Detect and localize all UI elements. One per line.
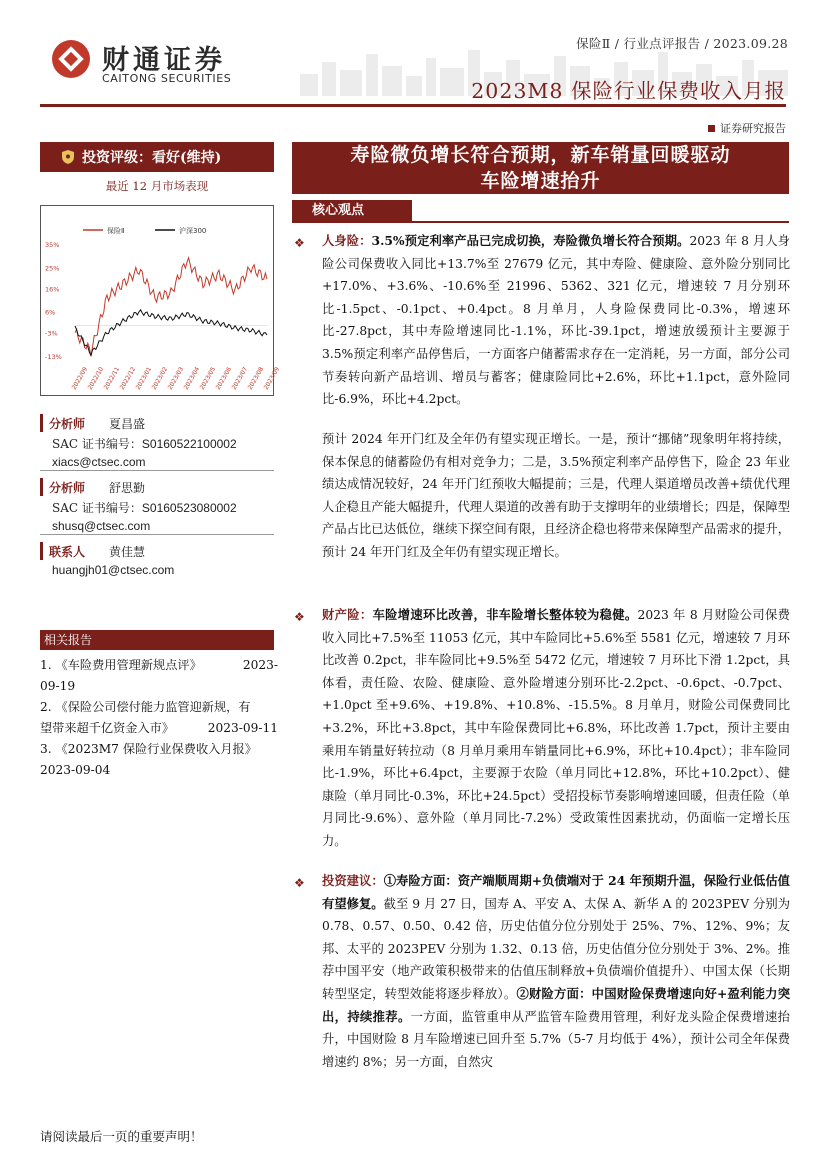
section-body-2: 一方面，监管重申从严监管车险费用管理，利好龙头险企保费增速抬升，中国财险 8 月车险增速已回升至 5.7%（5-7 月均低于 4%），预计公司全年保费增速约 8%；另一方面，自然灾 — [322, 1009, 790, 1069]
headline-line-2: 车险增速抬升 — [480, 170, 601, 192]
square-bullet-icon — [708, 125, 715, 132]
section-body: 截至 9 月 27 日，国寿 A、平安 A、太保 A、新华 A 的 2023PEV 分别为 0.78、0.57、0.50、0.42 倍，历史估值分位分别处于 25%、7%、12%、9%；友邦、太平的 2023PEV 分别为 1.32、0.13 倍，历史估值分位分别处于 3%、2%。推荐中国平安（地产政策积极带来的估值压制释放+负债端价值提升）、中国太保（长期转型坚定，转型效能将逐步释放）。 — [322, 896, 790, 1001]
section-lead-2: ②财险方面：中国财险保费增速向好+盈利能力突出，持续推荐。 — [322, 985, 790, 1024]
sac-label: SAC 证书编号： — [52, 501, 142, 515]
logo-mark-icon — [50, 38, 92, 80]
divider — [40, 470, 274, 471]
rating-badge — [40, 142, 274, 172]
y-tick-label: 35% — [45, 241, 60, 249]
x-tick-label: 2023/08 — [246, 365, 266, 391]
performance-title: 最近 12 月市场表现 — [105, 179, 209, 193]
legend-label: 保险Ⅱ — [107, 227, 125, 235]
legend-label: 沪深300 — [179, 227, 207, 235]
performance-chart — [40, 205, 282, 396]
core-rule — [292, 221, 789, 223]
x-tick-label: 2022/11 — [102, 365, 122, 391]
diamond-bullet-icon: ❖ — [294, 876, 305, 890]
y-tick-label: 16% — [45, 285, 60, 294]
report-title: 2023M8 保险行业保费收入月报 — [471, 79, 786, 103]
sac-number: S0160523080002 — [141, 501, 237, 515]
headline — [292, 142, 789, 194]
analyst-email[interactable]: xiacs@ctsec.com — [52, 455, 146, 469]
analyst-role: 分析师 — [49, 480, 86, 495]
chart-svg — [41, 206, 282, 397]
related-report[interactable] — [40, 697, 278, 739]
analyst-1 — [40, 414, 274, 469]
diamond-bullet-icon: ❖ — [294, 236, 305, 250]
paragraph-investment-advice — [294, 870, 790, 1073]
related-report-title: 3. 《2023M7 保险行业保费收入月报》 — [40, 742, 257, 756]
related-report-title: 1. 《车险费用管理新规点评》 — [40, 658, 202, 672]
x-tick-label: 2023/07 — [230, 365, 250, 391]
header-meta: 保险Ⅱ / 行业点评报告 / 2023.09.28 — [576, 36, 788, 51]
related-report-title: 2. 《保险公司偿付能力监管迎新规，有 — [40, 700, 251, 714]
related-report-date: 2023-09-04 — [40, 763, 111, 777]
x-tick-label: 2022/12 — [118, 365, 138, 391]
logo-text-en: CAITONG SECURITIES — [102, 72, 232, 85]
x-tick-label: 2023/04 — [182, 365, 202, 391]
paragraph-outlook — [322, 428, 790, 564]
contact — [40, 542, 274, 577]
contact-role: 联系人 — [49, 544, 86, 559]
x-tick-label: 2022/10 — [86, 365, 106, 391]
paragraph-property-insurance — [294, 604, 790, 853]
y-tick-label: -13% — [45, 353, 62, 361]
x-tick-label: 2023/05 — [198, 365, 218, 391]
contact-email[interactable]: huangjh01@ctsec.com — [52, 563, 175, 577]
related-report[interactable] — [40, 655, 278, 697]
related-report-date: 2023-09-11 — [207, 721, 278, 735]
x-tick-label: 2023/06 — [214, 365, 234, 391]
series-line — [75, 310, 267, 356]
x-tick-label: 2023/02 — [150, 365, 170, 391]
section-body: 2023 年 8 月人身险公司保费收入同比+13.7%至 27679 亿元，其中寿险、健康险、意外险分别同比+17.0%、+3.6%、-10.6%至 21996、5362、321 亿元，增速较 7 月分别环比-1.5pct、-0.1pct、+0.4pct。8 月单月，人身险保费同比-0.3%，增速环比-27.8pct，其中寿险增速同比-1.1%，环比-39.1pct，增速放缓预计主要源于 3.5%预定利率产品停售后，一方面客户储蓄需求存在一定消耗，另一方面，部分公司节奏转向新产品培训、增员与蓄客；健康险同比+2.6%，环比+1.1pct，意外险同比-6.9%，环比+4.2pct。 — [322, 234, 790, 407]
y-tick-label: 6% — [45, 308, 56, 317]
related-report-date: 2023- — [242, 658, 278, 672]
doc-type — [708, 120, 786, 136]
x-tick-label: 2022/09 — [70, 365, 90, 391]
section-body: 预计 2024 年开门红及全年仍有望实现正增长。一是，预计“挪储”现象明年将持续，保本保息的储蓄险仍有相对竞争力；二是，3.5%预定利率产品停售下，险企 23 年业绩达成情况较好，24 年开门红预收大幅提前；三是，代理人渠道增员改善+绩优代理人企稳且产能大幅提升，代理人渠道的改善有助于支撑明年的业绩增长；四是，保障型产品占比已达低位，继续下探空间有限，且经济企稳也将带来保障型产品需求的提升，预计 24 年开门红及全年仍有望实现正增长。 — [322, 432, 790, 559]
doc-type-label: 证券研究报告 — [720, 122, 786, 135]
related-report-title-cont: 望带来超千亿资金入市》 — [40, 721, 175, 735]
analyst-email[interactable]: shusq@ctsec.com — [52, 519, 151, 533]
related-reports-list — [40, 655, 278, 781]
related-reports-title: 相关报告 — [40, 630, 274, 650]
contact-name: 黄佳慧 — [109, 544, 146, 559]
y-tick-label: 25% — [45, 264, 60, 273]
divider — [40, 534, 274, 535]
section-head: 人身险： — [322, 233, 372, 248]
x-tick-label: 2023/01 — [134, 365, 154, 391]
related-report-date-cont: 09-19 — [40, 679, 76, 693]
analyst-name: 舒思勤 — [109, 480, 146, 495]
shield-icon — [62, 150, 74, 164]
related-report[interactable] — [40, 739, 278, 781]
sac-label: SAC 证书编号： — [52, 437, 142, 451]
y-tick-label: -3% — [45, 329, 58, 338]
sac-number: S0160522100002 — [141, 437, 237, 451]
x-tick-label: 2023/03 — [166, 365, 186, 391]
title-rule — [40, 104, 786, 107]
footer-notice: 请阅读最后一页的重要声明！ — [40, 1129, 203, 1144]
series-line — [75, 258, 267, 357]
section-body: 2023 年 8 月财险公司保费收入同比+7.5%至 11053 亿元，其中车险同比+5.6%至 5581 亿元，增速较 7 月环比改善 0.2pct，非车险同比+9.5%至 5472 亿元，增速较 7 月环比下滑 1.2pct，具体看，责任险、农险、健康险、意外险增速分别环比-2.2pct、-0.6pct、-0.7pct、+1.0pct 至+9.6%、+19.8%、+10.8%、-15.5%。8 月单月，财险公司保费同比+3.2%，环比+3.8pct，其中车险保费同比+6.8%，环比改善 1.7pct，预计主要由乘用车销量好转拉动（8 月单月乘用车销量同比+6.9%，环比+10.4pct）；非车险同比-1.9%，环比+6.4pct，主要源于农险（单月同比+12.8%，环比+10.2pct）、健康险（单月同比-0.3%，环比+24.5pct）受招投标节奏影响增速回暖，但责任险（单月同比-9.6%）、意外险（单月同比-7.2%）受政策性因素扰动，仍面临一定增长压力。 — [322, 608, 790, 848]
caitong-logo — [50, 36, 310, 92]
analyst-2 — [40, 478, 274, 533]
logo-text-cn: 财通证券 — [102, 45, 226, 76]
section-head: 财产险： — [322, 607, 373, 622]
section-lead: 车险增速环比改善，非车险增长整体较为稳健。 — [372, 607, 638, 622]
analyst-role: 分析师 — [49, 416, 86, 431]
analyst-name: 夏昌盛 — [109, 416, 146, 431]
paragraph-life-insurance — [294, 230, 790, 411]
diamond-bullet-icon: ❖ — [294, 610, 305, 624]
section-lead: ①寿险方面：资产端顺周期+负债端对于 24 年预期升温，保险行业低估值有望修复。 — [322, 873, 790, 911]
core-views-label: 核心观点 — [292, 200, 412, 222]
section-lead: 3.5%预定利率产品已完成切换，寿险微负增长符合预期。 — [371, 233, 690, 248]
x-tick-label: 2023/09 — [262, 365, 282, 391]
rating-text: 投资评级：看好(维持) — [82, 150, 222, 166]
section-head: 投资建议： — [322, 873, 384, 888]
headline-line-1: 寿险微负增长符合预期，新车销量回暖驱动 — [350, 144, 731, 166]
